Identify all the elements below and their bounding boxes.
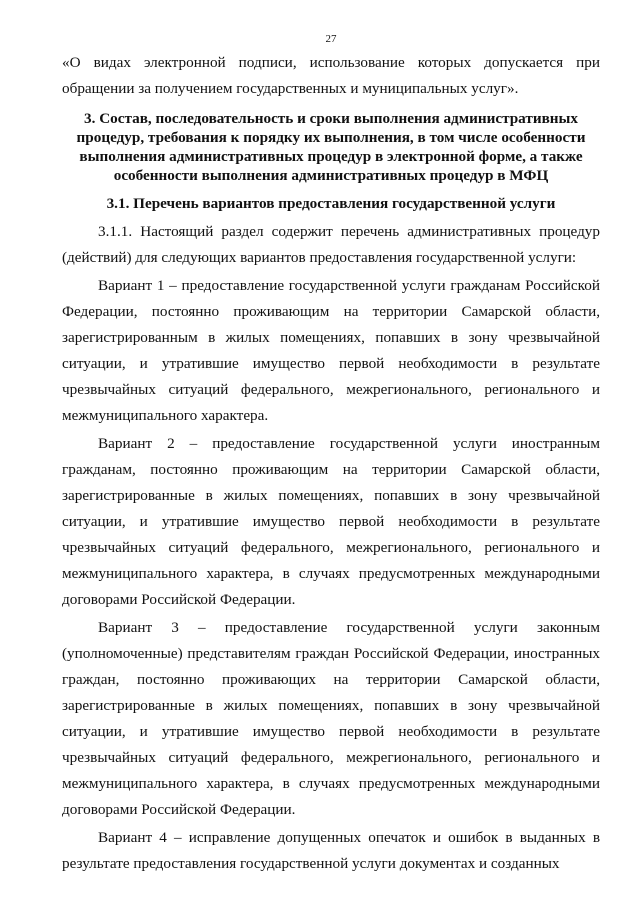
subsection-title: 3.1. Перечень вариантов предоставления государственной услуги — [106, 195, 556, 212]
page-number: 27 — [325, 33, 337, 45]
paragraph-3-1-1: 3.1.1. Настоящий раздел содержит перечень административных процедур (действий) для следующих вариантов предоставления государственной услуги: — [62, 223, 600, 266]
section-title: 3. Состав, последовательность и сроки выполнения административных процедур, требования к порядку их выполнения, в том числе особенности выполнения административных процедур в электронной форме, а также особенности выполнения административных процедур в МФЦ — [76, 110, 586, 184]
intro-paragraph: «О видах электронной подписи, использование которых допускается при обращении за получением государственных и муниципальных услуг». — [62, 54, 600, 97]
paragraph-variant-4: Вариант 4 – исправление допущенных опечаток и ошибок в выданных в результате предоставления государственной услуги документах и созданных — [62, 829, 600, 872]
paragraph-variant-1: Вариант 1 – предоставление государственной услуги гражданам Российской Федерации, постоянно проживающим на территории Самарской области, зарегистрированным в жилых помещениях, попавших в зону чрезвычайной ситуации, и утратившие имущество первой необходимости в результате чрезвычайных ситуаций федерального, межрегионального, регионального и межмуниципального характера. — [62, 277, 600, 424]
paragraph-variant-2: Вариант 2 – предоставление государственной услуги иностранным гражданам, постоянно проживающим на территории Самарской области, зарегистрированные в жилых помещениях, попавших в зону чрезвычайной ситуации, и утратившие имущество первой необходимости в результате чрезвычайных ситуаций федерального, межрегионального, регионального и межмуниципального характера, в случаях предусмотренных международными договорами Российской Федерации. — [62, 435, 600, 608]
paragraph-variant-3: Вариант 3 – предоставление государственной услуги законным (уполномоченные) представителям граждан Российской Федерации, иностранных граждан, постоянно проживающих на территории Самарской области, зарегистрированные в жилых помещениях, попавших в зону чрезвычайной ситуации, и утратившие имущество первой необходимости в результате чрезвычайных ситуаций федерального, межрегионального, регионального и межмуниципального характера, в случаях предусмотренных международными договорами Российской Федерации. — [62, 619, 600, 818]
